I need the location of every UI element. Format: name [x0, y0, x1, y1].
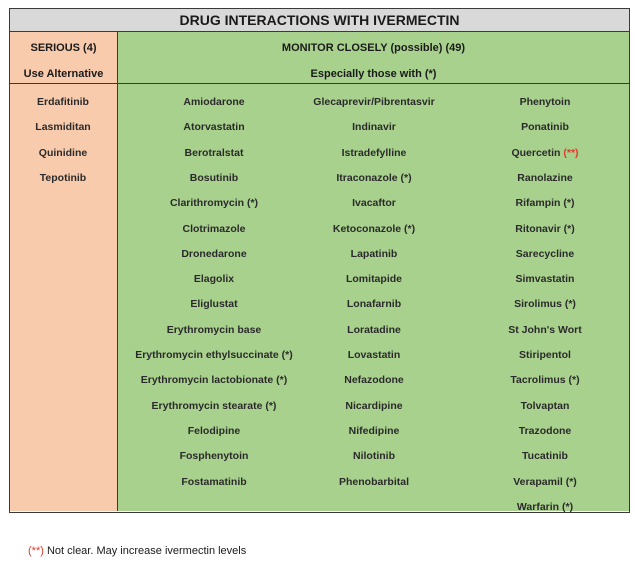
monitor-drug: Sirolimus (*)	[514, 298, 576, 311]
monitor-drug: Berotralstat	[184, 146, 244, 159]
monitor-header	[118, 32, 629, 84]
monitor-drug: Rifampin (*)	[515, 197, 575, 210]
monitor-drug: Fostamatinib	[181, 475, 247, 488]
footnote-text: Not clear. May increase ivermectin levels	[43, 545, 247, 557]
monitor-drug: Ketoconazole (*)	[332, 222, 416, 235]
serious-subheader-label: Use Alternative	[23, 68, 104, 80]
monitor-drug: Loratadine	[347, 323, 401, 336]
monitor-drug: Nicardipine	[345, 399, 403, 412]
monitor-drug: Ranolazine	[517, 171, 573, 184]
footnote-mark: (**)	[28, 545, 44, 557]
monitor-drug: Felodipine	[187, 424, 241, 437]
monitor-subheader-label: Especially those with (*)	[310, 68, 437, 80]
monitor-drug: Tucatinib	[522, 450, 568, 463]
serious-drug: Lasmiditan	[35, 121, 91, 134]
monitor-drug: Lomitapide	[345, 273, 402, 286]
monitor-drug: Warfarin (*)	[516, 500, 574, 513]
monitor-drug: Erythromycin base	[166, 323, 262, 336]
monitor-drug: Ponatinib	[521, 121, 569, 134]
monitor-drug: Dronedarone	[181, 247, 247, 260]
monitor-drug: St John's Wort	[508, 323, 582, 336]
serious-drug: Tepotinib	[39, 171, 87, 184]
monitor-drug: Eliglustat	[190, 298, 238, 311]
monitor-drug: Glecaprevir/Pibrentasvir	[313, 96, 435, 108]
monitor-drug: Tacrolimus (*)	[510, 374, 580, 387]
monitor-drug: Phenytoin	[519, 96, 571, 108]
monitor-drug: Indinavir	[352, 121, 396, 134]
monitor-drug: Elagolix	[193, 273, 235, 286]
monitor-drug: Atorvastatin	[183, 121, 245, 134]
serious-drug: Erdafitinib	[37, 96, 89, 108]
monitor-drug: Nilotinib	[353, 450, 395, 463]
monitor-drug: Lapatinib	[350, 247, 398, 260]
monitor-drug: Tolvaptan	[520, 399, 570, 412]
monitor-drug: Erythromycin ethylsuccinate (*)	[135, 349, 293, 361]
serious-drug: Quinidine	[38, 146, 88, 159]
serious-column	[10, 32, 118, 511]
monitor-drug: Lonafarnib	[346, 298, 402, 311]
monitor-drug: Bosutinib	[189, 171, 239, 184]
monitor-drug: Amiodarone	[183, 96, 245, 108]
monitor-drug: Nefazodone	[344, 374, 404, 387]
monitor-drug: Clarithromycin (*)	[169, 197, 259, 210]
unclear-mark: (**)	[560, 146, 579, 159]
monitor-drug: Erythromycin stearate (*)	[151, 399, 277, 412]
monitor-drug: Verapamil (*)	[513, 475, 577, 488]
monitor-drug: Itraconazole (*)	[336, 171, 412, 184]
footnote	[28, 545, 246, 557]
interaction-table	[9, 8, 630, 513]
monitor-drug: Istradefylline	[341, 146, 407, 159]
monitor-drug: Ritonavir (*)	[515, 222, 575, 235]
monitor-drug: Clotrimazole	[182, 222, 246, 235]
monitor-drug: Simvastatin	[515, 273, 575, 286]
monitor-drug: Trazodone	[518, 424, 572, 437]
monitor-drug: Sarecycline	[515, 247, 575, 260]
monitor-drug: Phenobarbital	[338, 475, 409, 488]
monitor-drug: Nifedipine	[348, 424, 400, 437]
monitor-drug: Lovastatin	[347, 349, 401, 361]
table-title: DRUG INTERACTIONS WITH IVERMECTIN	[10, 9, 629, 32]
monitor-header-label: MONITOR CLOSELY (possible) (49)	[281, 42, 466, 54]
serious-header-label: SERIOUS (4)	[30, 42, 97, 54]
monitor-drug: Ivacaftor	[352, 197, 396, 210]
monitor-drug: Erythromycin lactobionate (*)	[140, 374, 288, 387]
monitor-drug: Quercetin (**)	[511, 146, 579, 159]
serious-header	[10, 32, 117, 84]
monitor-column	[118, 32, 629, 511]
monitor-drug: Fosphenytoin	[179, 450, 249, 463]
monitor-drug: Stiripentol	[519, 349, 571, 361]
